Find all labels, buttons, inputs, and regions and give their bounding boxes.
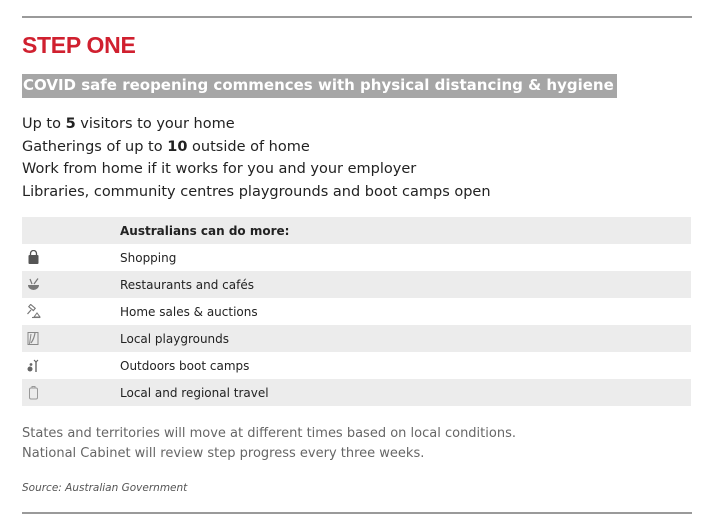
shopping-bag-icon [26,250,41,265]
point-gatherings: Gatherings of up to 10 outside of home [22,138,310,155]
step-title: STEP ONE [22,32,136,58]
table-row [22,379,691,406]
row-label: Outdoors boot camps [120,358,250,373]
row-label: Local and regional travel [120,385,269,400]
activities-table [22,217,691,406]
luggage-icon [26,385,41,400]
boot-camp-icon [26,358,41,373]
table-row [22,244,691,271]
step-points-list [22,113,491,203]
bottom-divider [22,512,692,514]
row-label: Restaurants and cafés [120,277,254,292]
note-review: National Cabinet will review step progress every three weeks. [22,446,425,461]
table-row [22,352,691,379]
table-row [22,271,691,298]
subtitle-banner [22,74,617,98]
point-visitors: Up to 5 visitors to your home [22,116,235,132]
table-header-row [22,217,691,244]
restaurant-bowl-icon [26,277,41,292]
row-label: Home sales & auctions [120,304,258,319]
table-header: Australians can do more: [120,223,290,238]
row-label: Local playgrounds [120,331,230,346]
subtitle: COVID safe reopening commences with physical distancing & hygiene [22,74,617,98]
source-credit: Source: Australian Government [22,482,188,494]
playground-slide-icon [26,331,41,346]
table-row [22,325,691,352]
notes [22,424,516,464]
row-label: Shopping [120,250,177,265]
note-states: States and territories will move at different times based on local conditions. [22,426,516,441]
table-row [22,298,691,325]
point-libraries: Libraries, community centres playgrounds and boot camps open [22,183,491,200]
top-divider [22,16,692,18]
point-work-from-home: Work from home if it works for you and your employer [22,161,417,177]
auction-gavel-icon [26,304,41,319]
